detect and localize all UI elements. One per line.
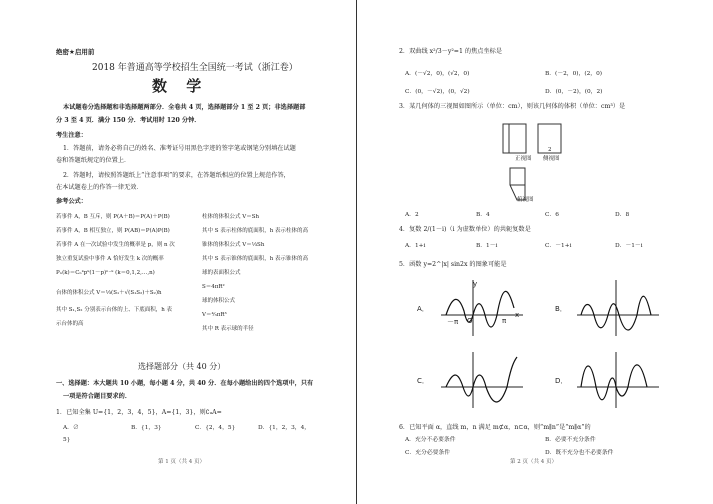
- option-b: B．1－i: [476, 243, 498, 249]
- formula-line: 其中 S 表示柱体的底面积，h 表示柱体的高: [202, 228, 309, 234]
- formula-line: 其中 R 表示球的半径: [202, 326, 254, 332]
- option-c: C．(0，－√2)，(0，√2): [405, 89, 470, 95]
- front-view-label: 正视图: [515, 156, 532, 162]
- question-6: 6．已知平面 α，直线 m，n 满足 m⊄α，n⊂α，则“m∥n”是“m∥α”的: [399, 424, 591, 431]
- option-c: C．－1+i: [545, 243, 572, 249]
- formula-line: V＝⁴⁄₃πR³: [202, 312, 227, 318]
- option-a: A．充分不必要条件: [405, 437, 456, 443]
- instruction-line: 一项是符合题目要求的．: [63, 393, 132, 400]
- graph-label-c: C．: [417, 377, 429, 385]
- formula-line: S＝4πR²: [202, 284, 225, 290]
- question-3: 3．某几何体的三视图如图所示（单位：cm），则该几何体的体积（单位：cm³）是: [399, 103, 626, 110]
- notice-line: 在本试题卷上的作答一律无效．: [56, 184, 143, 191]
- formula-line: 球的体积公式: [202, 298, 236, 304]
- formula-line: 示台体的高: [56, 321, 84, 327]
- option-c: C．{2，4，5}: [195, 425, 236, 431]
- notice-heading: 考生注意：: [56, 132, 87, 139]
- negative-pi-label: －π: [447, 318, 459, 326]
- option-d: D．既不充分也不必要条件: [545, 450, 614, 456]
- question-2: 2．双曲线 x²/3－y²=1 的焦点坐标是: [399, 48, 503, 55]
- notice-line: 卷和答题纸规定的位置上．: [56, 157, 131, 164]
- question-1: 1．已知全集 U={1，2，3，4，5}，A={1，3}，则∁ᵤA=: [56, 409, 222, 416]
- formula-line: 台体的体积公式 V＝⅓(S₁＋√(S₁S₂)＋S₂)h: [56, 290, 162, 296]
- side-view-label: 侧视图: [543, 156, 560, 162]
- option-d-continuation: 5}: [63, 437, 71, 443]
- option-a: A．∅: [63, 425, 79, 431]
- subject-title: 数 学: [152, 77, 209, 95]
- function-graph-d: [577, 349, 661, 410]
- question-4: 4．复数 2/(1－i)（i 为虚数单位）的共轭复数是: [399, 226, 531, 233]
- option-a: A．1+i: [405, 243, 426, 249]
- formula-line: Pₙ(k)＝Cₙᵏpᵏ(1－p)ⁿ⁻ᵏ (k＝0,1,2,…,n): [56, 270, 155, 276]
- origin-label: O: [467, 317, 473, 325]
- graph-label-d: D．: [555, 377, 568, 385]
- exam-title: 2018 年普通高等学校招生全国统一考试（浙江卷）: [92, 63, 298, 73]
- option-d: D．{1，2，3，4，: [258, 425, 311, 431]
- formula-line: 柱体的体积公式 V＝Sh: [202, 214, 260, 220]
- formula-line: 若事件 A，B 互斥，则 P(A＋B)＝P(A)＋P(B): [56, 214, 170, 220]
- intro-line: 本试题卷分选择题和非选择题两部分．全卷共 4 页，选择题部分 1 至 2 页；非选择题部: [63, 104, 306, 111]
- formula-line: 其中 S₁,S₂ 分别表示台体的上、下底面积，h 表: [56, 307, 172, 313]
- option-a: A．2: [405, 212, 419, 218]
- pi-label: π: [502, 317, 507, 325]
- option-b: B．必要不充分条件: [545, 437, 596, 443]
- x-axis-label: x: [515, 311, 520, 319]
- option-c: C．充分必要条件: [405, 450, 451, 456]
- question-5: 5．函数 y=2^|x| sin2x 的图象可能是: [399, 261, 507, 268]
- formula-line: 锥体的体积公式 V＝⅓Sh: [202, 242, 265, 248]
- page-two: [357, 0, 713, 504]
- graph-label-a: A．: [417, 305, 429, 313]
- option-b: B．(－2，0)，(2，0): [545, 71, 603, 77]
- option-d: D．8: [615, 212, 630, 218]
- option-a: A．(－√2，0)，(√2，0): [405, 71, 470, 77]
- formula-line: 球的表面积公式: [202, 270, 241, 276]
- formula-line: 其中 S 表示锥体的底面积，h 表示锥体的高: [202, 256, 309, 262]
- graph-label-b: B．: [555, 305, 567, 313]
- instruction-line: 一、选择题：本大题共 10 小题，每小题 4 分，共 40 分．在每小题给出的四个选项中，只有: [56, 380, 314, 387]
- top-view-label: 俯视图: [517, 197, 534, 203]
- formula-heading: 参考公式：: [56, 198, 87, 205]
- intro-line: 分 3 至 4 页．满分 150 分．考试用时 120 分钟．: [56, 117, 201, 124]
- formula-line: 独立重复试验中事件 A 恰好发生 k 次的概率: [56, 256, 164, 262]
- dimension-label: 2: [548, 147, 552, 153]
- option-b: B．4: [476, 212, 490, 218]
- section-title: 选择题部分（共 40 分）: [138, 362, 226, 371]
- option-b: B．{1，3}: [131, 425, 162, 431]
- function-graph-b: [577, 277, 661, 338]
- y-axis-label: y: [473, 280, 478, 288]
- function-graph-a: [441, 277, 525, 338]
- page-footer: 第 1 页（共 4 页）: [158, 459, 205, 465]
- secret-label: 绝密★启用前: [56, 48, 95, 56]
- formula-line: 若事件 A 在一次试验中发生的概率是 p，则 n 次: [56, 242, 175, 248]
- page-one: [0, 0, 356, 504]
- page-footer: 第 2 页（共 4 页）: [510, 459, 557, 465]
- notice-line: 1．答题前，请务必将自己的姓名、准考证号用黑色字迹的签字笔或钢笔分别填在试题: [63, 145, 296, 152]
- function-graph-c: [441, 349, 525, 410]
- option-d: D．－1－i: [615, 243, 643, 249]
- option-d: D．(0，－2)，(0，2): [545, 89, 603, 95]
- notice-line: 2．答题时，请按照答题纸上“注意事项”的要求，在答题纸相应的位置上规范作答，: [63, 172, 290, 179]
- option-c: C．6: [545, 212, 559, 218]
- formula-line: 若事件 A，B 相互独立，则 P(AB)＝P(A)P(B): [56, 228, 170, 234]
